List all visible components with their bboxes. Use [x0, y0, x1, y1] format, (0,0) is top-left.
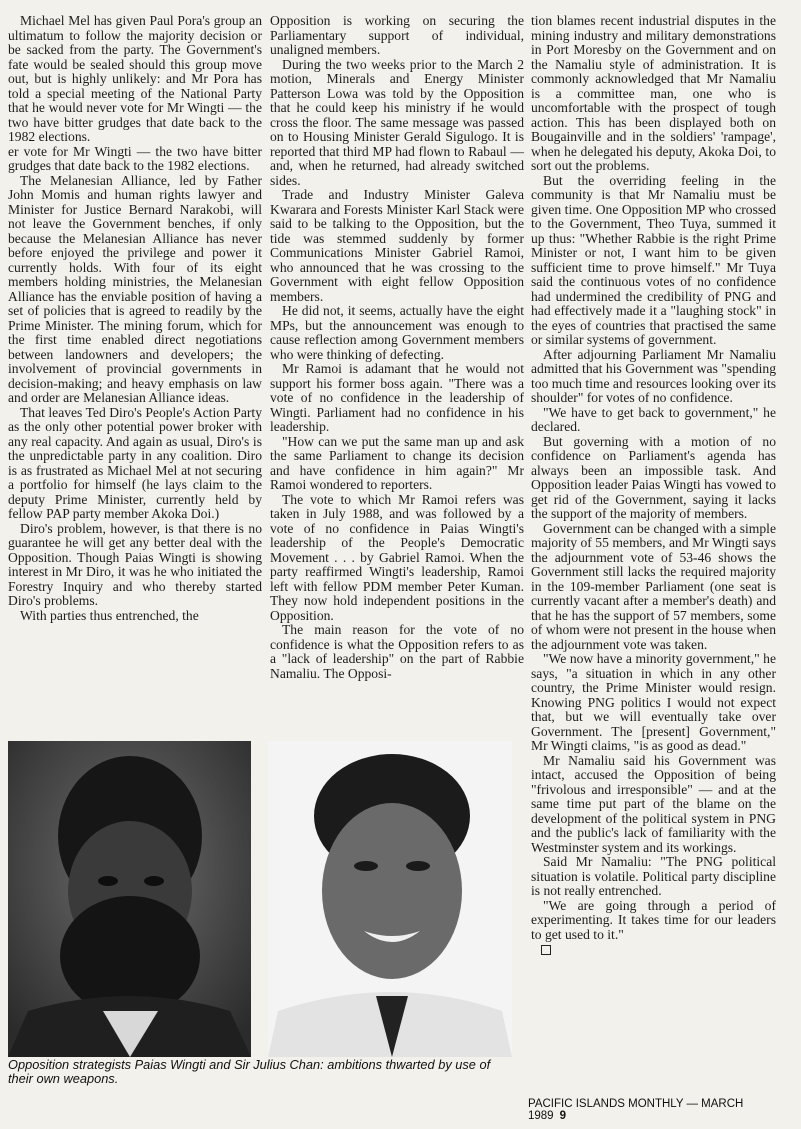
paragraph: Michael Mel has given Paul Pora's group an ultimatum to follow the majority decision or be sacked from the party. The Government's fate would be sealed should this group move out, but is highly unlikely: and Mr Pora has told a special meeting of the National Party that he would never vote for Mr Wingti — the two have bitter grudges that date back to the 1982 elections. — [8, 13, 262, 144]
portrait-photo-chan — [268, 741, 512, 1057]
paragraph: er vote for Mr Wingti — the two have bitter grudges that date back to the 1982 elections. — [8, 143, 262, 173]
paragraph: "We have to get back to government," he declared. — [531, 404, 776, 434]
paragraph: "We are going through a period of experimenting. It takes time for our leaders to get used to it." — [531, 897, 776, 942]
paragraph: The vote to which Mr Ramoi refers was taken in July 1988, and was followed by a vote of no confidence in Paias Wingti's leadership of the People's Democratic Movement . . . by Gabriel Ramoi. When the party reaffirmed Wingti's leadership, Ramoi left with fellow PDM member Peter Kuman. They now hold independent positions in the Opposition. — [270, 491, 524, 623]
paragraph: "We now have a minority government," he says, "a situation in which in any other country, the Prime Minister would resign. Knowing PNG politics I would not expect that, but we will eventually take over Government. The [present] Government," Mr Wingti claims, "is as good as dead." — [531, 651, 776, 753]
paragraph: Diro's problem, however, is that there is no guarantee he will get any better deal with the Opposition. Though Paias Wingti is showing interest in Mr Diro, it was he who initiated the Forestry Inquiry and who thereby started Diro's problems. — [8, 520, 262, 608]
paragraph: During the two weeks prior to the March 2 motion, Minerals and Energy Minister Patterson Lowa was told by the Opposition that he could keep his ministry if he would cross the floor. The same message was passed on to Housing Minister Gerald Sigulogo. It is reported that third MP had flown to Rabaul — and, when he returned, had already switched sides. — [270, 56, 524, 188]
article-column-3 — [531, 14, 776, 957]
page-footer — [528, 1098, 778, 1122]
end-of-article-icon — [541, 945, 551, 955]
portrait-chan-image — [268, 741, 512, 1057]
paragraph: "How can we put the same man up and ask the same Parliament to change its decision and have confidence in him again?" Mr Ramoi wondered to reporters. — [270, 433, 524, 492]
paragraph: The main reason for the vote of no confidence is what the Opposition refers to as a "lack of leadership" on the part of Rabbie Namaliu. The Opposi- — [270, 622, 524, 681]
photo-caption: Opposition strategists Paias Wingti and Sir Julius Chan: ambitions thwarted by use of their own weapons. — [8, 1057, 491, 1086]
paragraph: He did not, it seems, actually have the eight MPs, but the announcement was enough to cause reflection among Government members who were thinking of defecting. — [270, 303, 524, 362]
paragraph: Opposition is working on securing the Parliamentary support of individual, unaligned members. — [270, 13, 524, 57]
paragraph: With parties thus entrenched, the — [20, 607, 199, 623]
paragraph: The Melanesian Alliance, led by Father John Momis and human rights lawyer and Minister for Justice Bernard Narakobi, will not leave the Government benches, if only because the Melanesian Alliance has never before enjoyed the privilege and power it currently holds. With four of its eight members holding ministries, the Melanesian Alliance has the enviable position of having a set of policies that is agreed to readily by the Prime Minister. The mining forum, which for the first time enabled direct negotiations between landowners and developers; the involvement of provincial governments in decision-making; and heavy emphasis on law and order are Melanesian Alliance ideas. — [8, 172, 262, 405]
portrait-wingti-image — [8, 741, 251, 1057]
paragraph: Trade and Industry Minister Galeva Kwarara and Forests Minister Karl Stack were said to be talking to the Opposition, but the tide was stemmed suddenly by former Communications Minister Gabriel Ramoi, who announced that he was crossing to the Government with eight fellow Opposition members. — [270, 187, 524, 304]
paragraph: Mr Ramoi is adamant that he would not support his former boss again. "There was a vote of no confidence in the leadership of Wingti. Parliament had no confidence in his leadership. — [270, 361, 524, 434]
publication-line: PACIFIC ISLANDS MONTHLY — MARCH 1989 — [528, 1098, 744, 1122]
article-column-1 — [8, 14, 262, 623]
paragraph: Mr Namaliu said his Government was intact, accused the Opposition of being "frivolous and irresponsible" — and at the same time put part of the blame on the development of the political system in PNG and the public's lack of familiarity with the Westminster system and its workings. — [531, 752, 776, 855]
page-number: 9 — [559, 1110, 566, 1122]
paragraph: But the overriding feeling in the community is that Mr Namaliu must be given time. One Opposition MP who crossed to the Government, Theo Tuya, summed it up thus: "Whether Rabbie is the right Prime Minister or not, I want him to be given sufficient time to prove himself." Mr Tuya said the continuous votes of no confidence had undermined the credibility of PNG and had effectively made it a "laughing stock" in the eyes of countries that practised the same or similar systems of government. — [531, 172, 776, 347]
article-column-2 — [270, 14, 524, 681]
paragraph: After adjourning Parliament Mr Namaliu admitted that his Government was "spending too much time and resources looking over its shoulder" for votes of no confidence. — [531, 346, 777, 405]
portrait-photo-wingti — [8, 741, 251, 1057]
paragraph: tion blames recent industrial disputes in the mining industry and military demonstrations in Port Moresby on the Government and on the Namaliu style of administration. It is commonly acknowledged that Mr Namaliu is a committee man, one who is uncomfortable with the prospect of tough action. This has been displayed both on Bougainville and in the soldiers' 'rampage', when he delegated his deputy, Akoka Doi, to sort out the problems. — [531, 13, 776, 173]
paragraph: Government can be changed with a simple majority of 55 members, and Mr Wingti says the adjournment vote of 53-46 shows the Government still lacks the required majority in the 109-member Parliament (one seat is currently vacant after a member's death) and that he has the support of 57 members, some of whom were not present in the house when the adjournment vote was taken. — [531, 520, 776, 652]
paragraph: But governing with a motion of no confidence on Parliament's agenda has always been an impossible task. And Opposition leader Paias Wingti has vowed to get rid of the Government, saying it lacks the support of the majority of members. — [531, 433, 776, 521]
paragraph: That leaves Ted Diro's People's Action Party as the only other potential power broker with any real capacity. And again as usual, Diro's is the unpredictable party in any coalition. Diro is as frustrated as Michael Mel at not securing a portfolio for himself (he lays claim to the deputy Prime Minister, currently held by fellow PAP party member Akoka Doi.) — [8, 404, 262, 521]
paragraph: Said Mr Namaliu: "The PNG political situation is volatile. Political party discipline is not really entrenched. — [531, 854, 776, 898]
